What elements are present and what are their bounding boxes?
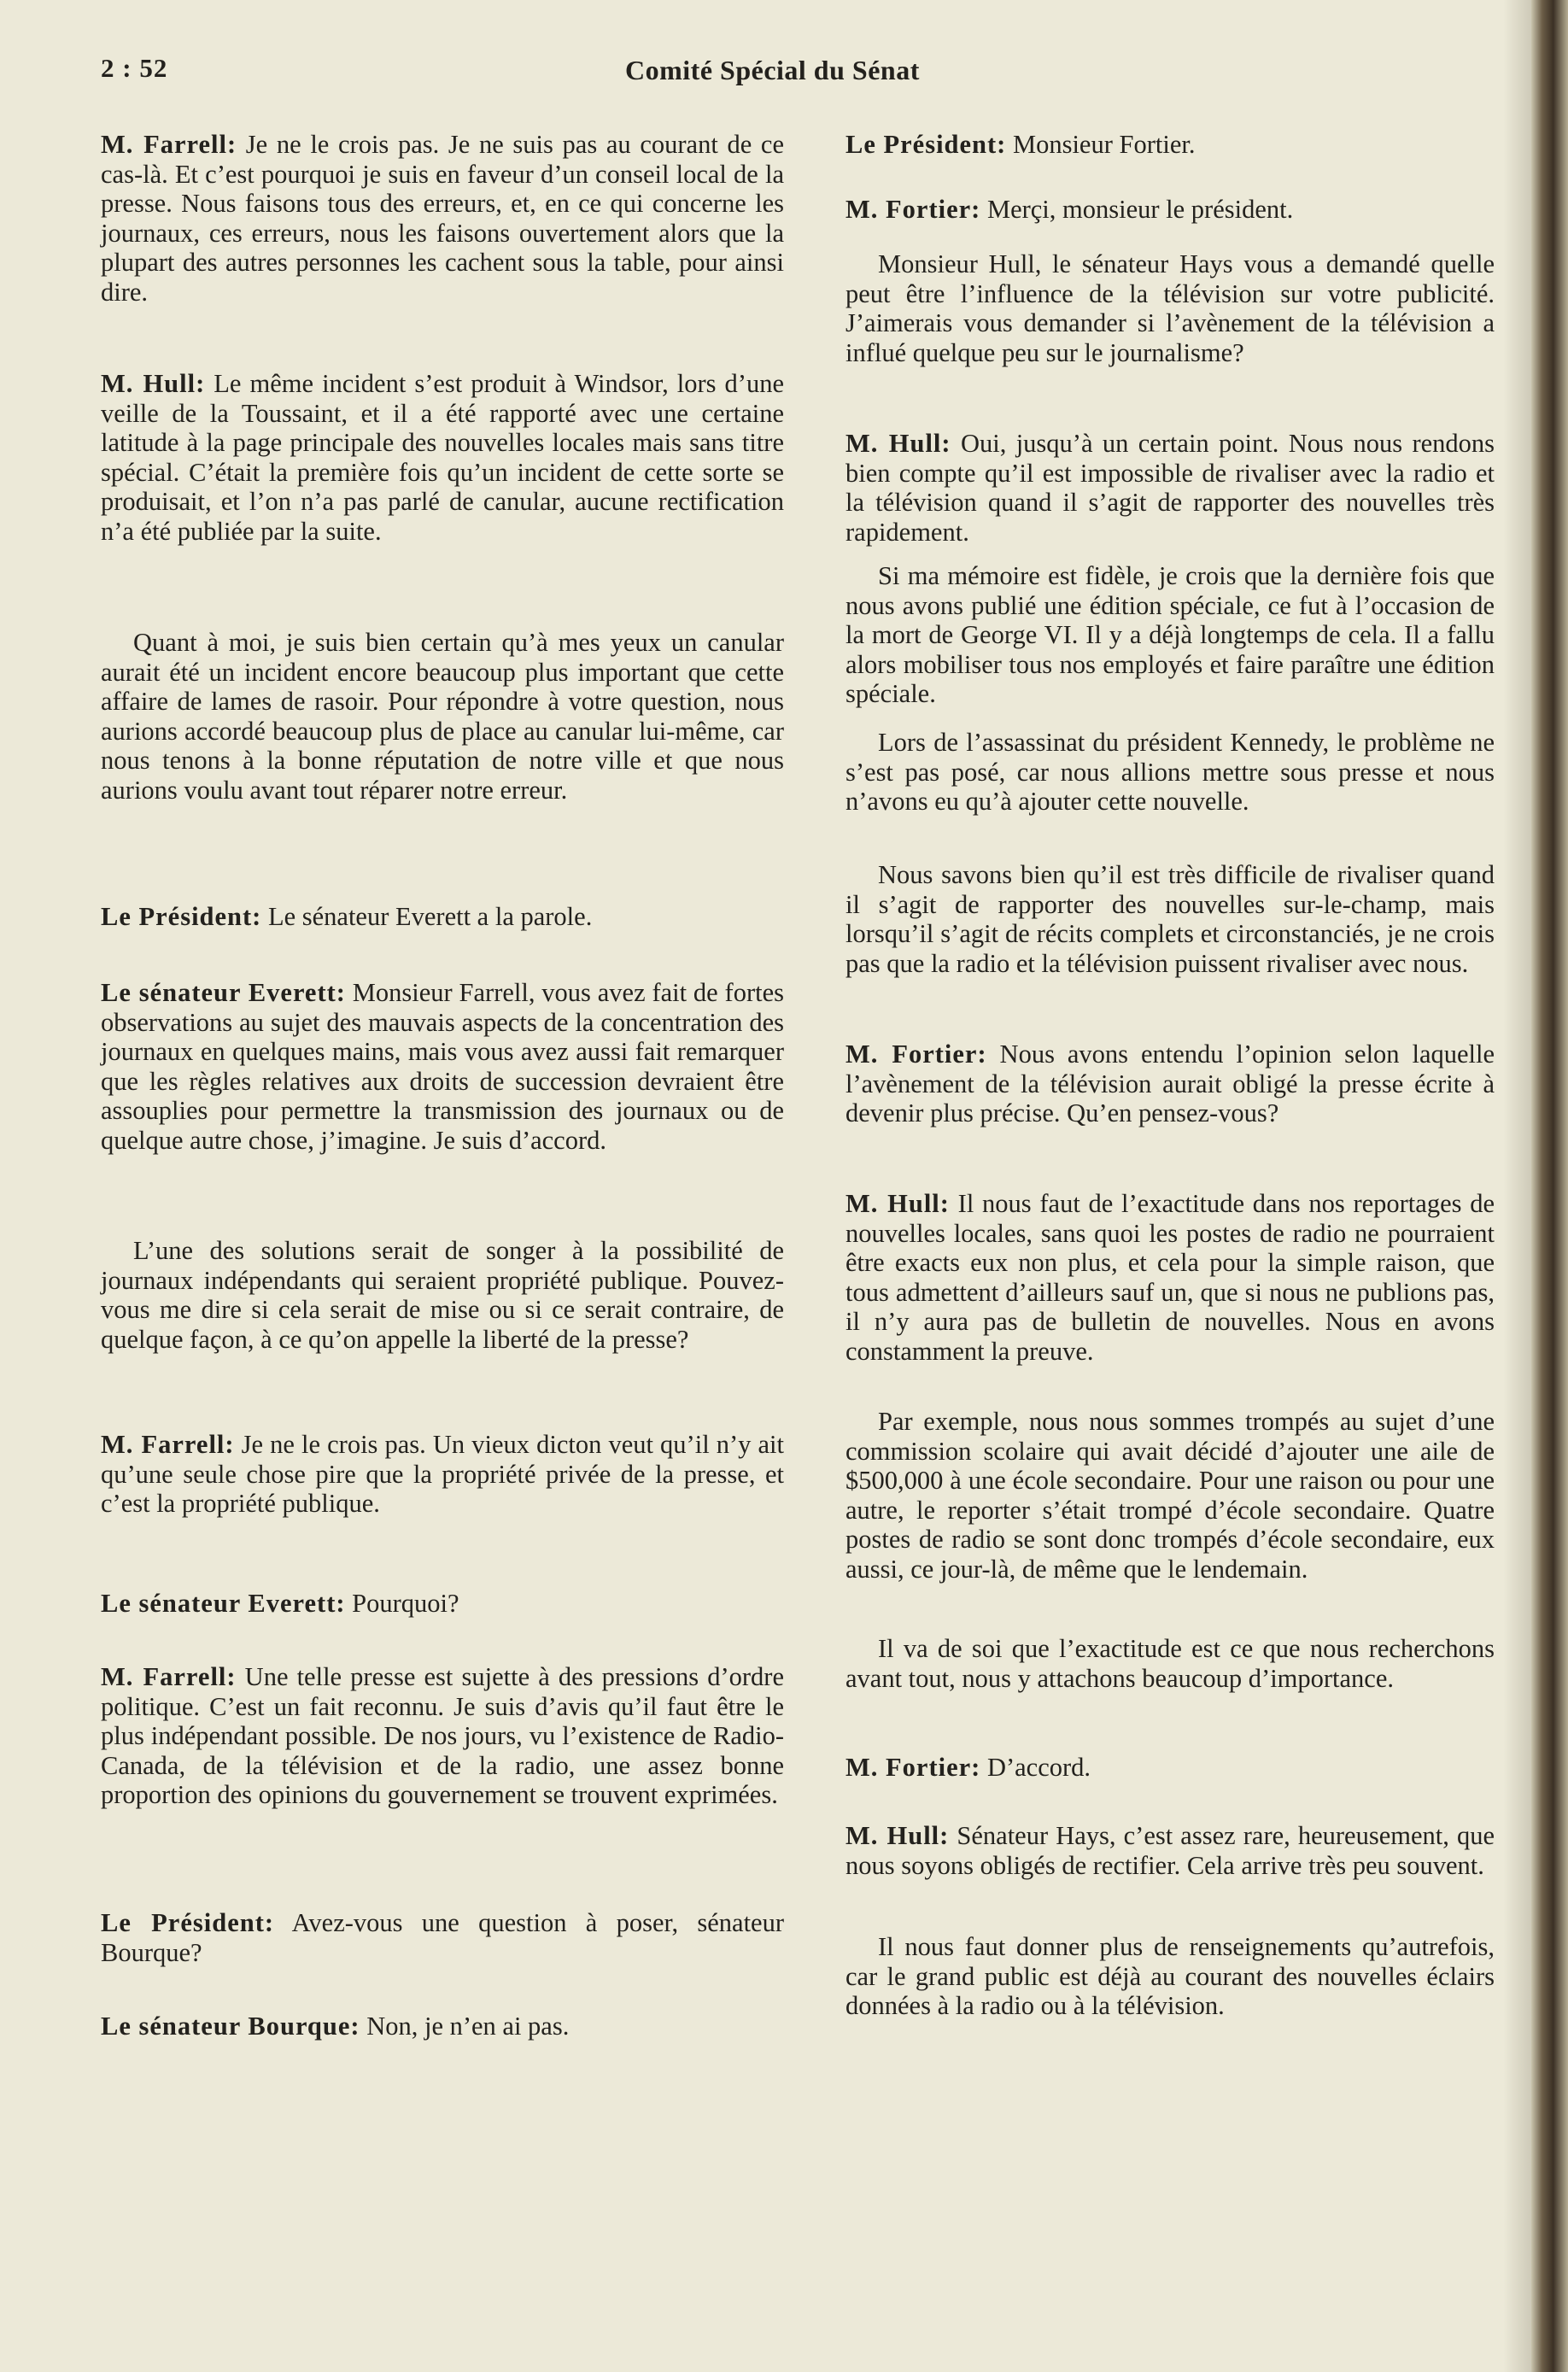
paragraph — [101, 2012, 569, 2041]
paragraph-text: Par exemple, nous nous sommes trompés au sujet d’une commission scolaire qui avait décidé d’ajouter une aile de $500,000 à une école secondaire. Pour une raison ou pour une autre, le reporter s’était trompé d’école secondaire. Quatre postes de radio se sont donc trompés d’école secondaire, eux aussi, ce jour-là, de même que le lendemain. — [845, 1407, 1495, 1584]
speaker-label: Le sénateur Everett: — [101, 1589, 346, 1618]
speaker-label: M. Hull: — [845, 1821, 950, 1850]
paragraph-text: Sénateur Hays, c’est assez rare, heureusement, que nous soyons obligés de rectifier. Cela arrive très peu souvent. — [845, 1821, 1495, 1880]
paragraph — [101, 978, 784, 1155]
paragraph — [101, 1908, 784, 1967]
paragraph — [845, 1407, 1495, 1584]
paragraph-text: Pourquoi? — [352, 1589, 459, 1618]
paragraph-text: Il nous faut donner plus de renseignements qu’autrefois, car le grand public est déjà au courant des nouvelles éclairs données à la radio ou à la télévision. — [845, 1932, 1495, 2020]
paragraph — [845, 195, 1293, 225]
speaker-label: M. Fortier: — [845, 195, 981, 224]
paragraph-text: Monsieur Fortier. — [1012, 130, 1196, 159]
speaker-label: Le sénateur Everett: — [101, 978, 346, 1007]
paragraph — [101, 902, 592, 932]
paragraph-text: Nous avons entendu l’opinion selon laquelle l’avènement de la télévision aurait obligé la presse écrite à devenir plus précise. Qu’en pensez-vous? — [845, 1040, 1495, 1127]
paragraph — [845, 1932, 1495, 2021]
speaker-label: M. Hull: — [845, 429, 951, 458]
paragraph-text: Non, je n’en ai pas. — [366, 2012, 570, 2041]
paragraph — [845, 1040, 1495, 1128]
paragraph-text: Nous savons bien qu’il est très difficile de rivaliser quand il s’agit de rapporter des nouvelles sur-le-champ, mais lorsqu’il s’agit de récits complets et circonstanciés, je ne crois pas que la radio et la télévision puissent rivaliser avec nous. — [845, 860, 1495, 978]
paragraph — [845, 249, 1495, 367]
paragraph — [845, 1821, 1495, 1880]
speaker-label: M. Fortier: — [845, 1040, 987, 1069]
paragraph-text: D’accord. — [986, 1753, 1091, 1782]
paragraph — [845, 1753, 1091, 1783]
paragraph — [101, 628, 784, 805]
speaker-label: Le Président: — [101, 902, 262, 931]
paragraph — [101, 1430, 784, 1519]
paragraph-text: Le sénateur Everett a la parole. — [267, 902, 593, 931]
paragraph-text: Lors de l’assassinat du président Kennedy, le problème ne s’est pas posé, car nous allions mettre sous presse et nous n’avons eu qu’à ajouter cette nouvelle. — [845, 728, 1495, 816]
paragraph — [101, 1662, 784, 1810]
paragraph — [101, 369, 784, 546]
speaker-label: Le Président: — [101, 1908, 275, 1937]
speaker-label: M. Farrell: — [101, 1430, 235, 1459]
speaker-label: Le sénateur Bourque: — [101, 2012, 360, 2041]
page-number: 2 : 52 — [101, 53, 168, 83]
paragraph-text: L’une des solutions serait de songer à la possibilité de journaux indépendants qui seraient propriété publique. Pouvez-vous me dire si cela serait de mise ou si ce serait contraire, de quelque façon, à ce qu’on appelle la liberté de la presse? — [101, 1236, 784, 1354]
paragraph — [101, 1236, 784, 1354]
paragraph-text: Je ne le crois pas. Un vieux dicton veut qu’il n’y ait qu’une seule chose pire que la propriété privée de la presse, et c’est la propriété publique. — [101, 1430, 784, 1518]
speaker-label: M. Farrell: — [101, 130, 237, 159]
paragraph-text: Avez-vous une question à poser, sénateur Bourque? — [101, 1908, 784, 1967]
paragraph-text: Oui, jusqu’à un certain point. Nous nous rendons bien compte qu’il est impossible de rivaliser avec la radio et la télévision quand il s’agit de rapporter des nouvelles très rapidement. — [845, 429, 1495, 547]
paragraph-text: Quant à moi, je suis bien certain qu’à mes yeux un canular aurait été un incident encore beaucoup plus important que cette affaire de lames de rasoir. Pour répondre à votre question, nous aurions accordé beaucoup plus de place au canular lui-même, car nous tenons à la bonne réputation de notre ville et que nous aurions voulu avant tout réparer notre erreur. — [101, 628, 784, 805]
speaker-label: M. Hull: — [845, 1189, 950, 1218]
paragraph-text: Monsieur Farrell, vous avez fait de fortes observations au sujet des mauvais aspects de la concentration des journaux en quelques mains, mais vous avez aussi fait remarquer que les règles relatives aux droits de succession devraient être assouplies pour permettre la transmission des journaux ou de quelque autre chose, j’imagine. Je suis d’accord. — [101, 978, 785, 1155]
paragraph — [845, 429, 1495, 547]
speaker-label: M. Hull: — [101, 369, 206, 398]
paragraph-text: Merçi, monsieur le président. — [986, 195, 1294, 224]
running-title: Comité Spécial du Sénat — [625, 55, 920, 85]
paragraph — [101, 1589, 459, 1619]
speaker-label: Le Président: — [845, 130, 1007, 159]
paragraph — [845, 561, 1495, 709]
paragraph-text: Il nous faut de l’exactitude dans nos reportages de nouvelles locales, sans quoi les postes de radio ne pourraient être exacts eux non plus, et cela pour la simple raison, que tous admettent d’ailleurs sauf un, que si nous ne publions pas, il n’y aura pas de bulletin de nouvelles. Nous en avons constamment la preuve. — [845, 1189, 1495, 1366]
paragraph-text: Une telle presse est sujette à des pressions d’ordre politique. C’est un fait reconnu. Je suis d’avis qu’il faut être le plus indépendant possible. De nos jours, vu l’existence de Radio-Canada, de la télévision et de la radio, une assez bonne proportion des opinions du gouvernement se trouvent exprimées. — [101, 1662, 784, 1809]
paragraph-text: Je ne le crois pas. Je ne suis pas au courant de ce cas-là. Et c’est pourquoi je suis en faveur d’un conseil local de la presse. Nous faisons tous des erreurs, et, en ce qui concerne les journaux, ces erreurs, nous les faisons ouvertement alors que la plupart des autres personnes les cachent sous la table, pour ainsi dire. — [101, 130, 784, 307]
paragraph — [845, 1189, 1495, 1366]
paragraph — [845, 728, 1495, 817]
binding-shadow — [1503, 0, 1531, 2372]
paragraph — [845, 130, 1195, 160]
paragraph — [101, 130, 784, 307]
paragraph-text: Monsieur Hull, le sénateur Hays vous a demandé quelle peut être l’influence de la télévision sur votre publicité. J’aimerais vous demander si l’avènement de la télévision a influé quelque peu sur le journalisme? — [845, 249, 1495, 367]
paragraph-text: Il va de soi que l’exactitude est ce que nous recherchons avant tout, nous y attachons beaucoup d’importance. — [845, 1634, 1495, 1693]
speaker-label: M. Fortier: — [845, 1753, 981, 1782]
book-binding-edge — [1531, 0, 1568, 2372]
paragraph — [845, 860, 1495, 978]
paragraph-text: Si ma mémoire est fidèle, je crois que la dernière fois que nous avons publié une édition spéciale, ce fut à l’occasion de la mort de George VI. Il y a déjà longtemps de cela. Il a fallu alors mobiliser tous nos employés et faire paraître une édition spéciale. — [845, 561, 1495, 708]
speaker-label: M. Farrell: — [101, 1662, 237, 1691]
paragraph-text: Le même incident s’est produit à Windsor, lors d’une veille de la Toussaint, et il a été rapporté avec une certaine latitude à la page principale des nouvelles locales mais sans titre spécial. C’était la première fois qu’un incident de cette sorte se produisait, et l’on n’a pas parlé de canular, aucune rectification n’a été publiée par la suite. — [101, 369, 784, 546]
page-header — [101, 53, 1501, 96]
paragraph — [845, 1634, 1495, 1693]
